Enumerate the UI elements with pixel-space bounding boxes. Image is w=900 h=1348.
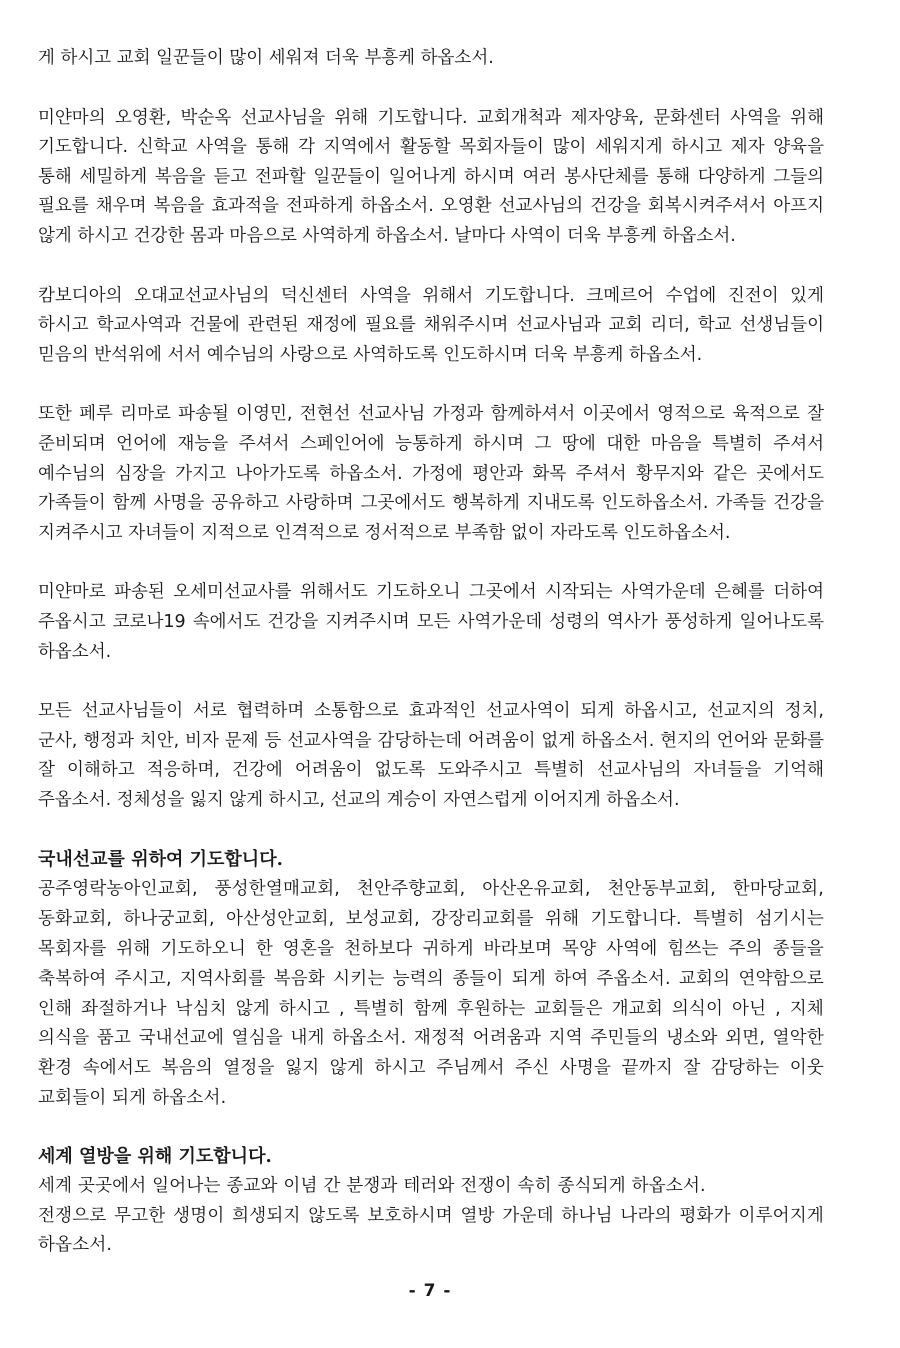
heading-domestic-mission: 국내선교를 위하여 기도합니다. bbox=[38, 849, 283, 871]
paragraph-all-missionaries: 모든 선교사님들이 서로 협력하며 소통함으로 효과적인 선교사역이 되게 하옵시고, 선교지의 정치, 군사, 행정과 치안, 비자 문제 등 선교사역을 감당하는데 어려움이 없게 하옵소서. 현지의 언어와 문화를 잘 이해하고 적응하며, 건강에 어려움이 없도록 도와주시고 특별히 선교사님의 자녀들을 기억해 주옵소서. 정체성을 잃지 않게 하시고, 선교의 계승이 자연스럽게 이어지게 하옵소서. bbox=[38, 701, 824, 810]
paragraph-domestic-mission: 공주영락농아인교회, 풍성한열매교회, 천안주향교회, 아산온유교회, 천안동부교회, 한마당교회, 동화교회, 하나궁교회, 아산성안교회, 보성교회, 강장리교회를 위해 기도합니다. 특별히 섬기시는 목회자를 위해 기도하오니 한 영혼을 천하보다 귀하게 바라보며 목양 사역에 힘쓰는 주의 종들을 축복하여 주시고, 지역사회를 복음화 시키는 능력의 종들이 되게 하여 주옵소서. 교회의 연약함으로 인해 좌절하거나 낙심치 않게 하시고 , 특별히 함께 후원하는 교회들은 개교회 의식이 아닌 , 지체 의식을 품고 국내선교에 열심을 내게 하옵소서. 재정적 어려움과 지역 주민들의 냉소와 외면, 열악한 환경 속에서도 복음의 열정을 잃지 않게 하시고 주님께서 주신 사명을 끝까지 잘 감당하는 이웃 교회들이 되게 하옵소서. bbox=[38, 879, 824, 1109]
paragraph-myanmar-ose: 미얀마로 파송된 오세미선교사를 위해서도 기도하오니 그곳에서 시작되는 사역가운데 은혜를 더하여 주옵시고 코로나19 속에서도 건강을 지켜주시며 모든 사역가운데 성령의 역사가 풍성하게 일어나도록 하옵소서. bbox=[38, 582, 824, 662]
paragraph-world-line1: 세계 곳곳에서 일어나는 종교와 이념 간 분쟁과 테러와 전쟁이 속히 종식되게 하옵소서. bbox=[38, 1175, 706, 1196]
paragraph-continuation: 게 하시고 교회 일꾼들이 많이 세워져 더욱 부흥케 하옵소서. bbox=[38, 48, 494, 68]
paragraph-peru: 또한 페루 리마로 파송될 이영민, 전현선 선교사님 가정과 함께하셔서 이곳에서 영적으로 육적으로 잘 준비되며 언어에 재능을 주셔서 스페인어에 능통하게 하시며 그 땅에 대한 마음을 특별히 주셔서 예수님의 심장을 가지고 나아가도록 하옵소서. 가정에 평안과 화목 주셔서 황무지와 같은 곳에서도 가족들이 함께 사명을 공유하고 사랑하며 그곳에서도 행복하게 지내도록 인도하옵소서. 가족들 건강을 지켜주시고 자녀들이 지적으로 인격적으로 정서적으로 부족함 없이 자라도록 인도하옵소서. bbox=[38, 404, 824, 543]
heading-world-nations: 세계 열방을 위해 기도합니다. bbox=[38, 1145, 272, 1167]
paragraph-world-line2: 전쟁으로 무고한 생명이 희생되지 않도록 보호하시며 열방 가운데 하나님 나라의 평화가 이루어지게 하옵소서. bbox=[38, 1205, 824, 1256]
page-number: - 7 - bbox=[408, 1281, 452, 1301]
paragraph-cambodia: 캄보디아의 오대교선교사님의 덕신센터 사역을 위해서 기도합니다. 크메르어 수업에 진전이 있게 하시고 학교사역과 건물에 관련된 재정에 필요를 채워주시며 선교사님과 교회 리더, 학교 선생님들이 믿음의 반석위에 서서 예수님의 사랑으로 사역하도록 인도하시며 더욱 부흥케 하옵소서. bbox=[38, 285, 824, 365]
paragraph-myanmar-oh: 미얀마의 오영환, 박순옥 선교사님을 위해 기도합니다. 교회개척과 제자양육, 문화센터 사역을 위해 기도합니다. 신학교 사역을 통해 각 지역에서 활동할 목회자들이 많이 세워지게 하시고 제자 양육을 통해 세밀하게 복음을 듣고 전파할 일꾼들이 일어나게 하시며 여러 봉사단체를 통해 다양하게 그들의 필요를 채우며 복음을 효과적을 전파하게 하옵소서. 오영환 선교사님의 건강을 회복시켜주셔서 아프지 않게 하시고 건강한 몸과 마음으로 사역하게 하옵소서. 날마다 사역이 더욱 부흥케 하옵소서. bbox=[38, 107, 824, 246]
document-page bbox=[38, 44, 824, 1261]
